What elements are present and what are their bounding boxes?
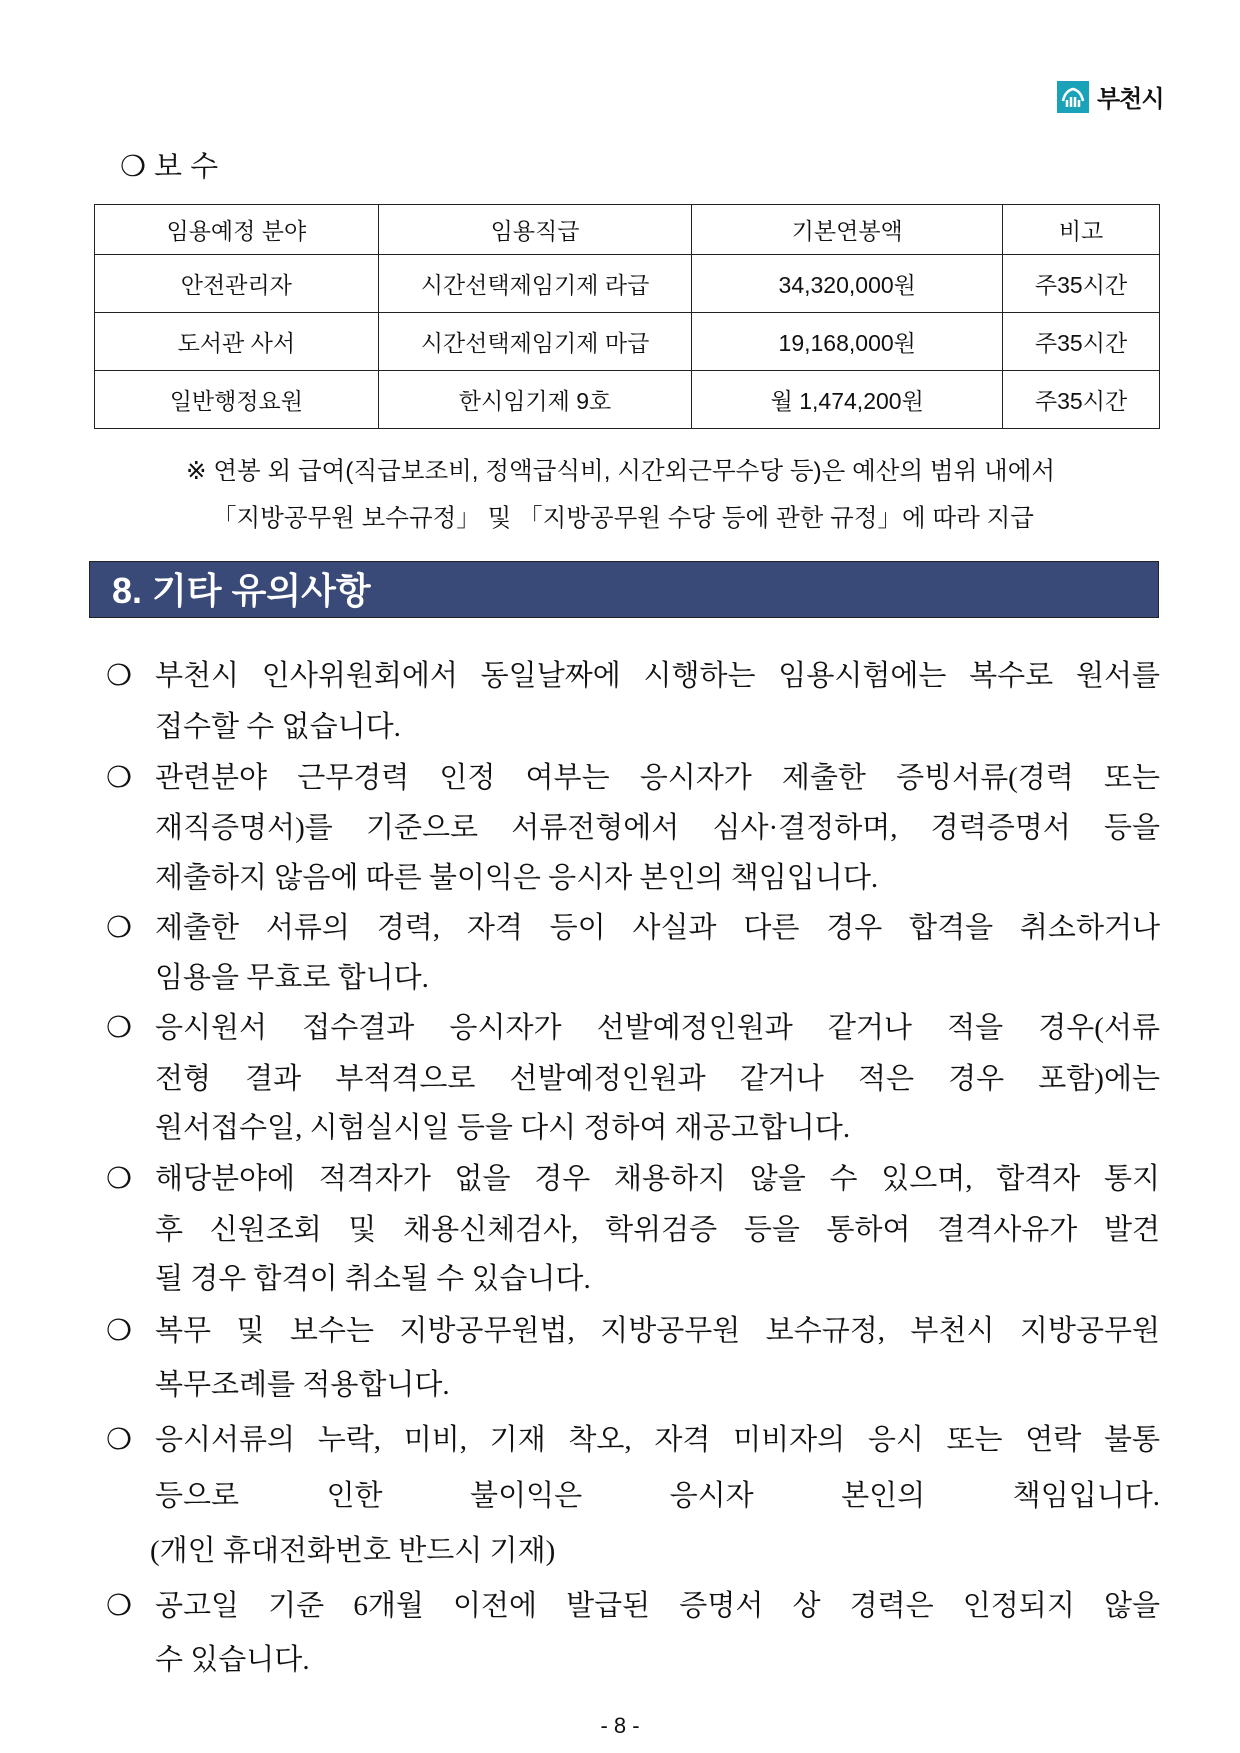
notice-item-line: 복무조례를 적용합니다. — [155, 1369, 450, 1401]
salary-table — [94, 204, 1160, 429]
table-cell: 주35시간 — [1003, 371, 1160, 429]
table-cell: 시간선택제임기제 마급 — [378, 313, 692, 371]
bullet-icon: ❍ — [106, 762, 132, 794]
bullet-icon: ❍ — [106, 1424, 132, 1456]
bullet-icon: ❍ — [106, 1590, 132, 1622]
notice-item-line: 원서접수일, 시험실시일 등을 다시 정하여 재공고합니다. — [155, 1112, 851, 1144]
bullet-icon: ❍ — [106, 1163, 132, 1195]
bullet-icon: ❍ — [106, 1315, 132, 1347]
notice-item-line: 재직증명서)를 기준으로 서류전형에서 심사·결정하며, 경력증명서 등을 — [155, 812, 1160, 844]
table-cell: 주35시간 — [1003, 255, 1160, 313]
table-header-row — [95, 205, 1160, 255]
notice-item-line: 관련분야 근무경력 인정 여부는 응시자가 제출한 증빙서류(경력 또는 — [155, 762, 1160, 794]
table-cell: 임용직급 — [378, 205, 692, 255]
notice-item-line: 복무 및 보수는 지방공무원법, 지방공무원 보수규정, 부천시 지방공무원 — [155, 1315, 1160, 1347]
table-cell: 34,320,000원 — [692, 255, 1003, 313]
notice-item-line: 등으로 인한 불이익은 응시자 본인의 책임입니다. — [155, 1480, 1160, 1512]
notice-item-line: 해당분야에 적격자가 없을 경우 채용하지 않을 수 있으며, 합격자 통지 — [155, 1163, 1160, 1195]
notice-item-line: 후 신원조회 및 채용신체검사, 학위검증 등을 통하여 결격사유가 발견 — [155, 1214, 1160, 1246]
pay-section-title: ❍ 보 수 — [120, 151, 219, 183]
table-cell: 안전관리자 — [95, 255, 379, 313]
table-cell: 도서관 사서 — [95, 313, 379, 371]
salary-note-line: ※ 연봉 외 급여(직급보조비, 정액급식비, 시간외근무수당 등)은 예산의 범위 내에서 — [186, 458, 1056, 485]
salary-note-line: 「지방공무원 보수규정」 및 「지방공무원 수당 등에 관한 규정」에 따라 지급 — [212, 505, 1034, 532]
table-cell: 주35시간 — [1003, 313, 1160, 371]
table-row — [95, 313, 1160, 371]
notice-item-line: 접수할 수 없습니다. — [155, 711, 401, 743]
notice-item-line: 제출하지 않음에 따른 불이익은 응시자 본인의 책임입니다. — [155, 862, 879, 894]
page-number: - 8 - — [600, 1713, 640, 1738]
bullet-icon: ❍ — [106, 912, 132, 944]
notice-item-line: 응시서류의 누락, 미비, 기재 착오, 자격 미비자의 응시 또는 연락 불통 — [155, 1424, 1160, 1456]
notice-item-line: 임용을 무효로 합니다. — [155, 962, 429, 994]
table-cell: 비고 — [1003, 205, 1160, 255]
table-cell: 19,168,000원 — [692, 313, 1003, 371]
logo-text: 부천시 — [1097, 86, 1164, 113]
notice-item-line: 될 경우 합격이 취소될 수 있습니다. — [155, 1263, 591, 1295]
table-cell: 한시임기제 9호 — [378, 371, 692, 429]
bullet-icon: ❍ — [106, 1012, 132, 1044]
bullet-icon: ❍ — [106, 660, 132, 692]
table-row — [95, 371, 1160, 429]
notice-item-line: (개인 휴대전화번호 반드시 기재) — [150, 1535, 556, 1567]
table-row — [95, 255, 1160, 313]
notice-item-line: 제출한 서류의 경력, 자격 등이 사실과 다른 경우 합격을 취소하거나 — [155, 912, 1160, 944]
notice-item-line: 전형 결과 부적격으로 선발예정인원과 같거나 적은 경우 포함)에는 — [155, 1063, 1160, 1095]
notice-item-line: 수 있습니다. — [155, 1644, 310, 1676]
bucheon-logo — [1057, 79, 1164, 114]
table-cell: 임용예정 분야 — [95, 205, 379, 255]
table-cell: 시간선택제임기제 라급 — [378, 255, 692, 313]
city-emblem-icon — [1057, 81, 1089, 113]
table-cell: 일반행정요원 — [95, 371, 379, 429]
notice-item-line: 응시원서 접수결과 응시자가 선발예정인원과 같거나 적을 경우(서류 — [155, 1012, 1160, 1044]
notice-item-line: 공고일 기준 6개월 이전에 발급된 증명서 상 경력은 인정되지 않을 — [155, 1590, 1160, 1622]
table-cell: 기본연봉액 — [692, 205, 1003, 255]
notice-item-line: 부천시 인사위원회에서 동일날짜에 시행하는 임용시험에는 복수로 원서를 — [155, 660, 1160, 692]
section-header: 8. 기타 유의사항 — [89, 561, 1159, 618]
table-cell: 월 1,474,200원 — [692, 371, 1003, 429]
